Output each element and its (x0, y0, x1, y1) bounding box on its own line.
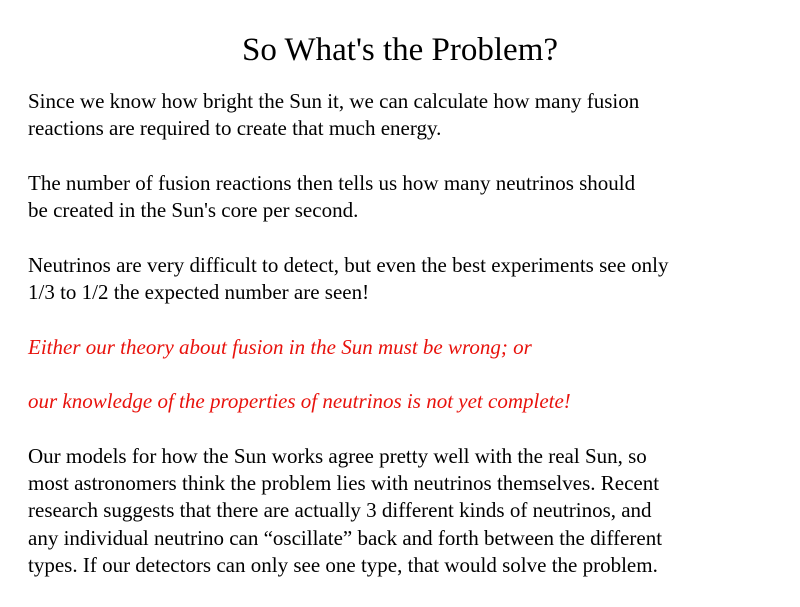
emphasis-knowledge-incomplete (28, 388, 788, 415)
paragraph-line: reactions are required to create that much energy. (28, 116, 442, 141)
slide-title: So What's the Problem? (241, 32, 559, 68)
paragraph-line: Since we know how bright the Sun it, we can calculate how many fusion (28, 89, 640, 113)
emphasis-theory-wrong (28, 334, 788, 361)
emphasis-line: our knowledge of the properties of neutrinos is not yet complete! (28, 389, 571, 414)
paragraph-fusion-reactions (28, 170, 788, 225)
paragraph-line: 1/3 to 1/2 the expected number are seen! (28, 280, 370, 305)
slide-body (28, 88, 788, 607)
paragraph-detection (28, 252, 788, 307)
paragraph-line: research suggests that there are actually 3 different kinds of neutrinos, and (28, 498, 652, 523)
emphasis-line: Either our theory about fusion in the Sun must be wrong; or (28, 334, 532, 359)
paragraph-line: most astronomers think the problem lies with neutrinos themselves. Recent (28, 471, 660, 496)
paragraph-brightness (28, 88, 788, 143)
paragraph-line: any individual neutrino can “oscillate” back and forth between the different (28, 525, 663, 550)
paragraph-line: types. If our detectors can only see one type, that would solve the problem. (28, 553, 658, 578)
paragraph-line: be created in the Sun's core per second. (28, 198, 359, 223)
paragraph-oscillation (28, 443, 788, 579)
paragraph-line: Neutrinos are very difficult to detect, but even the best experiments see only (28, 252, 669, 277)
paragraph-line: The number of fusion reactions then tells us how many neutrinos should (28, 170, 636, 195)
paragraph-line: Our models for how the Sun works agree pretty well with the real Sun, so (28, 443, 647, 468)
